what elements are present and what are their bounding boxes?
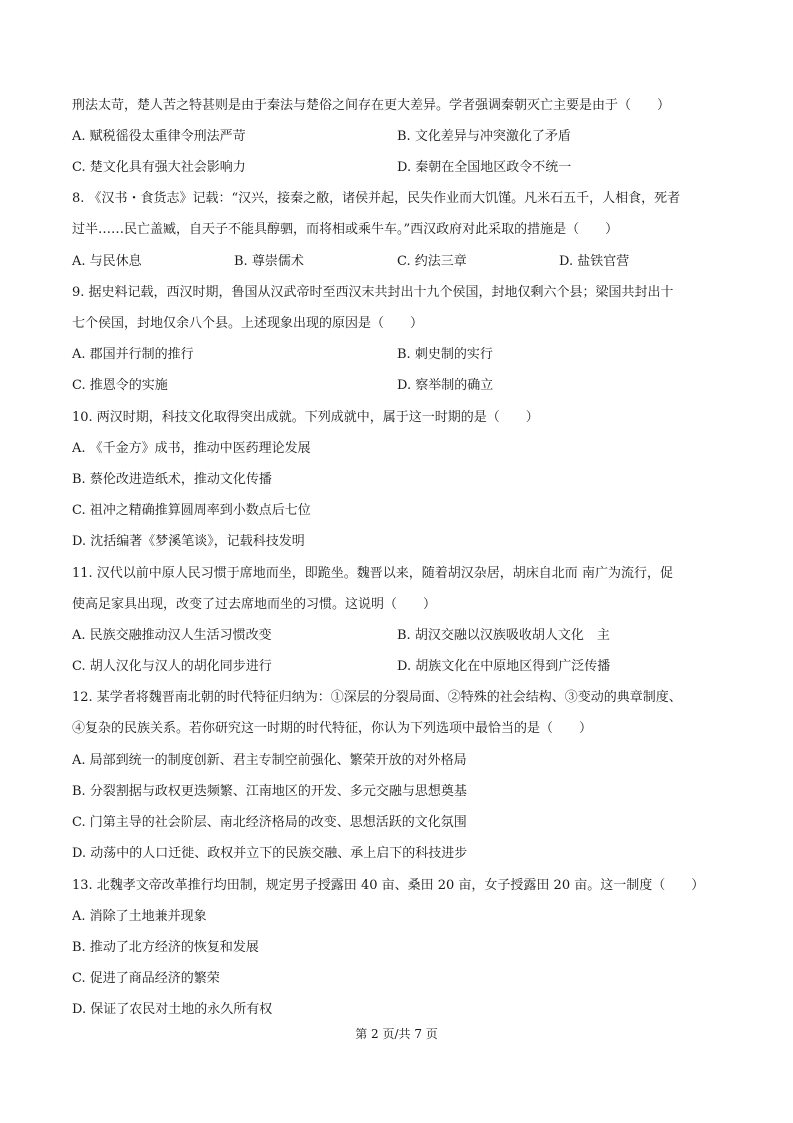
question-9-option-d: D. 察举制的确立	[397, 378, 494, 393]
question-8-option-d: D. 盐铁官营	[559, 254, 630, 269]
question-7-option-d: D. 秦朝在全国地区政令不统一	[397, 160, 572, 175]
question-13-option-a: A. 消除了土地兼并现象	[72, 909, 207, 924]
question-13-option-d: D. 保证了农民对土地的永久所有权	[72, 1002, 273, 1017]
question-9-option-a: A. 郡国并行制的推行	[72, 347, 194, 362]
question-11-option-a: A. 民族交融推动汉人生活习惯改变	[72, 628, 272, 643]
question-8-option-b: B. 尊崇儒术	[234, 254, 304, 269]
question-12-option-b: B. 分裂割据与政权更迭频繁、江南地区的开发、多元交融与思想奠基	[72, 784, 467, 799]
question-11-option-c: C. 胡人汉化与汉人的胡化同步进行	[72, 659, 272, 674]
question-12-option-d: D. 动荡中的人口迁徙、政权并立下的民族交融、承上启下的科技进步	[72, 846, 468, 861]
question-11-stem-line-1: 11. 汉代以前中原人民习惯于席地而坐，即跪坐。魏晋以来，随着胡汉杂居，胡床自北而 南广为流行，促	[72, 566, 673, 581]
question-12-stem-line-1: 12. 某学者将魏晋南北朝的时代特征归纳为：①深层的分裂局面、②特殊的社会结构、③变动的典章制度、	[72, 690, 682, 705]
question-10-option-c: C. 祖冲之精确推算圆周率到小数点后七位	[72, 503, 311, 518]
question-10-stem: 10. 两汉时期，科技文化取得突出成就。下列成就中，属于这一时期的是（ ）	[72, 410, 539, 425]
question-11-option-b: B. 胡汉交融以汉族吸收胡人文化 主	[397, 628, 610, 643]
question-12-option-c: C. 门第主导的社会阶层、南北经济格局的改变、思想活跃的文化氛围	[72, 815, 467, 830]
question-9-option-b: B. 刺史制的实行	[397, 347, 493, 362]
question-11-stem-line-2: 使高足家具出现，改变了过去席地而坐的习惯。这说明（ ）	[72, 597, 437, 612]
question-11-option-d: D. 胡族文化在中原地区得到广泛传播	[397, 659, 611, 674]
question-9-option-c: C. 推恩令的实施	[72, 378, 168, 393]
question-10-option-d: D. 沈括编著《梦溪笔谈》，记载科技发明	[72, 534, 305, 549]
question-12-option-a: A. 局部到统一的制度创新、君主专制空前强化、繁荣开放的对外格局	[72, 753, 467, 768]
question-13-option-c: C. 促进了商品经济的繁荣	[72, 971, 220, 986]
question-7-option-a: A. 赋税徭役太重律令刑法严苛	[72, 129, 246, 144]
question-8-stem-line-2: 过半……民亡盖臧，自天子不能具醇驷，而将相或乘牛车。”西汉政府对此采取的措施是（ ）	[72, 222, 619, 237]
question-9-stem-line-2: 七个侯国，封地仅余八个县。上述现象出现的原因是（ ）	[72, 316, 424, 331]
question-13-option-b: B. 推动了北方经济的恢复和发展	[72, 940, 259, 955]
question-12-stem-line-2: ④复杂的民族关系。若你研究这一时期的时代特征，你认为下列选项中最恰当的是（ ）	[72, 721, 593, 736]
question-8-stem-line-1: 8. 《汉书・食货志》记载：“汉兴，接秦之敝，诸侯并起，民失作业而大饥馑。凡米石五千，人相食，死者	[72, 191, 681, 206]
question-7-option-c: C. 楚文化具有强大社会影响力	[72, 160, 246, 175]
question-10-option-b: B. 蔡伦改进造纸术，推动文化传播	[72, 472, 272, 487]
question-8-option-a: A. 与民休息	[72, 254, 142, 269]
question-10-option-a: A. 《千金方》成书，推动中医药理论发展	[72, 441, 311, 456]
question-7-stem: 刑法太苛，楚人苦之特甚则是由于秦法与楚俗之间存在更大差异。学者强调秦朝灭亡主要是由于（ ）	[72, 98, 671, 113]
page-number-footer: 第 2 页/共 7 页	[355, 1027, 438, 1041]
question-9-stem-line-1: 9. 据史料记载，西汉时期，鲁国从汉武帝时至西汉末共封出十九个侯国，封地仅剩六个县；梁国共封出十	[72, 285, 674, 300]
question-8-option-c: C. 约法三章	[397, 254, 467, 269]
question-13-stem: 13. 北魏孝文帝改革推行均田制，规定男子授露田 40 亩、桑田 20 亩，女子授露田 20 亩。这一制度（ ）	[72, 878, 705, 893]
question-7-option-b: B. 文化差异与冲突激化了矛盾	[397, 129, 571, 144]
